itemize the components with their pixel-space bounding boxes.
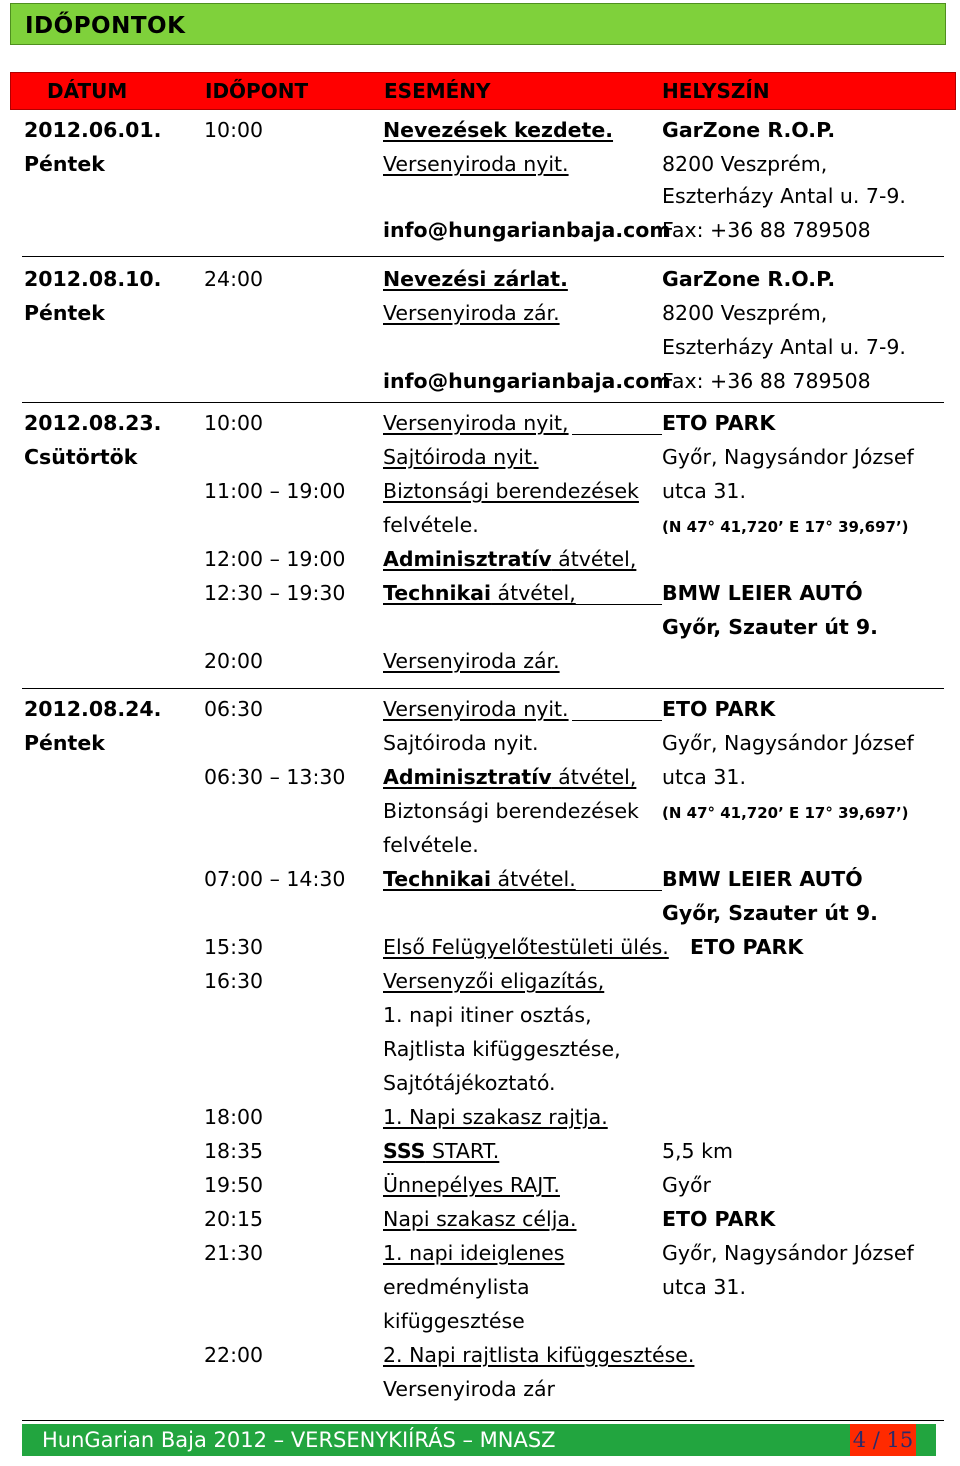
section-title-bar xyxy=(10,3,946,45)
event: Versenyzői eligazítás, xyxy=(383,969,605,993)
event: Rajtlista kifüggesztése, xyxy=(383,1037,621,1061)
location: Eszterházy Antal u. 7-9. xyxy=(662,184,906,208)
location: Fax: +36 88 789508 xyxy=(662,369,871,393)
event-keyword: Technikai xyxy=(383,867,492,891)
time: 16:30 xyxy=(204,969,264,993)
time: 18:35 xyxy=(204,1139,264,1163)
row-divider xyxy=(22,402,944,403)
event xyxy=(383,547,636,571)
date: 2012.08.10. xyxy=(24,267,162,291)
location: Eszterházy Antal u. 7-9. xyxy=(662,335,906,359)
row-divider xyxy=(22,256,944,257)
event-rest: átvétel, xyxy=(551,547,637,571)
event xyxy=(383,765,636,789)
distance: 5,5 km xyxy=(662,1139,733,1163)
weekday: Péntek xyxy=(24,152,105,176)
location: Győr, Szauter út 9. xyxy=(662,901,878,925)
event-keyword: SSS xyxy=(383,1139,426,1163)
header-date: DÁTUM xyxy=(47,79,128,103)
event-keyword: Adminisztratív xyxy=(383,547,552,571)
location: ETO PARK xyxy=(662,697,776,721)
leader-line xyxy=(572,890,662,891)
footer-text: HunGarian Baja 2012 – VERSENYKIÍRÁS – MNASZ xyxy=(42,1428,556,1452)
location: Győr, Nagysándor József xyxy=(662,445,914,469)
event: Sajtóiroda nyit. xyxy=(383,731,539,755)
leader-line xyxy=(572,434,662,435)
location: Győr, Szauter út 9. xyxy=(662,615,878,639)
location: 8200 Veszprém, xyxy=(662,301,828,325)
section-title: IDŐPONTOK xyxy=(25,13,186,39)
location: Győr, Nagysándor József xyxy=(662,1241,914,1265)
event: Biztonsági berendezések xyxy=(383,799,639,823)
location: utca 31. xyxy=(662,479,746,503)
event: 1. Napi szakasz rajtja. xyxy=(383,1105,608,1129)
event xyxy=(383,1139,499,1163)
location: 8200 Veszprém, xyxy=(662,152,828,176)
header-location: HELYSZÍN xyxy=(662,79,770,103)
event: Versenyiroda zár xyxy=(383,1377,555,1401)
date: 2012.08.23. xyxy=(24,411,162,435)
footer-divider xyxy=(22,1420,944,1421)
event-keyword: Adminisztratív xyxy=(383,765,552,789)
location: utca 31. xyxy=(662,765,746,789)
time: 10:00 xyxy=(204,411,264,435)
event: Versenyiroda nyit. xyxy=(383,697,569,721)
event-keyword: Technikai xyxy=(383,581,492,605)
time: 24:00 xyxy=(204,267,264,291)
event-rest: átvétel, xyxy=(551,765,637,789)
event: felvétele. xyxy=(383,833,479,857)
event: Sajtóiroda nyit. xyxy=(383,445,539,469)
time: 21:30 xyxy=(204,1241,264,1265)
gps-coordinates: (N 47° 41,720’ E 17° 39,697’) xyxy=(662,518,909,536)
event: Versenyiroda zár. xyxy=(383,301,560,325)
page-footer xyxy=(22,1424,936,1456)
location: BMW LEIER AUTÓ xyxy=(662,867,863,891)
event: felvétele. xyxy=(383,513,479,537)
weekday: Péntek xyxy=(24,301,105,325)
time: 20:15 xyxy=(204,1207,264,1231)
time: 20:00 xyxy=(204,649,264,673)
location: BMW LEIER AUTÓ xyxy=(662,581,863,605)
event xyxy=(383,867,576,891)
event: kifüggesztése xyxy=(383,1309,525,1333)
event: Versenyiroda nyit. xyxy=(383,152,569,176)
weekday: Péntek xyxy=(24,731,105,755)
time: 19:50 xyxy=(204,1173,264,1197)
event xyxy=(383,581,576,605)
event: Biztonsági berendezések xyxy=(383,479,639,503)
location: GarZone R.O.P. xyxy=(662,267,836,291)
event: Versenyiroda zár. xyxy=(383,649,560,673)
time: 06:30 xyxy=(204,697,264,721)
time: 12:00 – 19:00 xyxy=(204,547,346,571)
time: 07:00 – 14:30 xyxy=(204,867,346,891)
event: eredménylista xyxy=(383,1275,530,1299)
email-text: info@hungarianbaja.com xyxy=(383,218,671,242)
event: 1. napi itiner osztás, xyxy=(383,1003,592,1027)
event: Sajtótájékoztató. xyxy=(383,1071,556,1095)
event: Nevezési zárlat. xyxy=(383,267,568,291)
time: 18:00 xyxy=(204,1105,264,1129)
location: Győr, Nagysándor József xyxy=(662,731,914,755)
event: 1. napi ideiglenes xyxy=(383,1241,565,1265)
date: 2012.06.01. xyxy=(24,118,162,142)
event: Nevezések kezdete. xyxy=(383,118,614,142)
time: 06:30 – 13:30 xyxy=(204,765,346,789)
email-text: info@hungarianbaja.com xyxy=(383,369,671,393)
row-divider xyxy=(22,688,944,689)
time: 11:00 – 19:00 xyxy=(204,479,346,503)
location: ETO PARK xyxy=(662,1207,776,1231)
gps-coordinates: (N 47° 41,720’ E 17° 39,697’) xyxy=(662,804,909,822)
header-time: IDŐPONT xyxy=(205,79,309,103)
event: Első Felügyelőtestületi ülés. xyxy=(383,935,669,959)
location: GarZone R.O.P. xyxy=(662,118,836,142)
date: 2012.08.24. xyxy=(24,697,162,721)
location: Győr xyxy=(662,1173,711,1197)
table-header xyxy=(10,72,956,110)
header-event: ESEMÉNY xyxy=(384,79,491,103)
event: Napi szakasz célja. xyxy=(383,1207,577,1231)
leader-line xyxy=(572,720,662,721)
leader-line xyxy=(572,604,662,605)
time: 22:00 xyxy=(204,1343,264,1367)
event-rest: START. xyxy=(425,1139,500,1163)
location: utca 31. xyxy=(662,1275,746,1299)
location: ETO PARK xyxy=(690,935,804,959)
weekday: Csütörtök xyxy=(24,445,138,469)
event: 2. Napi rajtlista kifüggesztése. xyxy=(383,1343,695,1367)
location: ETO PARK xyxy=(662,411,776,435)
time: 15:30 xyxy=(204,935,264,959)
time: 12:30 – 19:30 xyxy=(204,581,346,605)
event: Versenyiroda nyit, xyxy=(383,411,569,435)
time: 10:00 xyxy=(204,118,264,142)
event: Ünnepélyes RAJT. xyxy=(383,1173,560,1197)
page-number: 4 / 15 xyxy=(850,1424,916,1456)
location: Fax: +36 88 789508 xyxy=(662,218,871,242)
event-rest: átvétel. xyxy=(491,867,576,891)
event-rest: átvétel, xyxy=(491,581,576,605)
